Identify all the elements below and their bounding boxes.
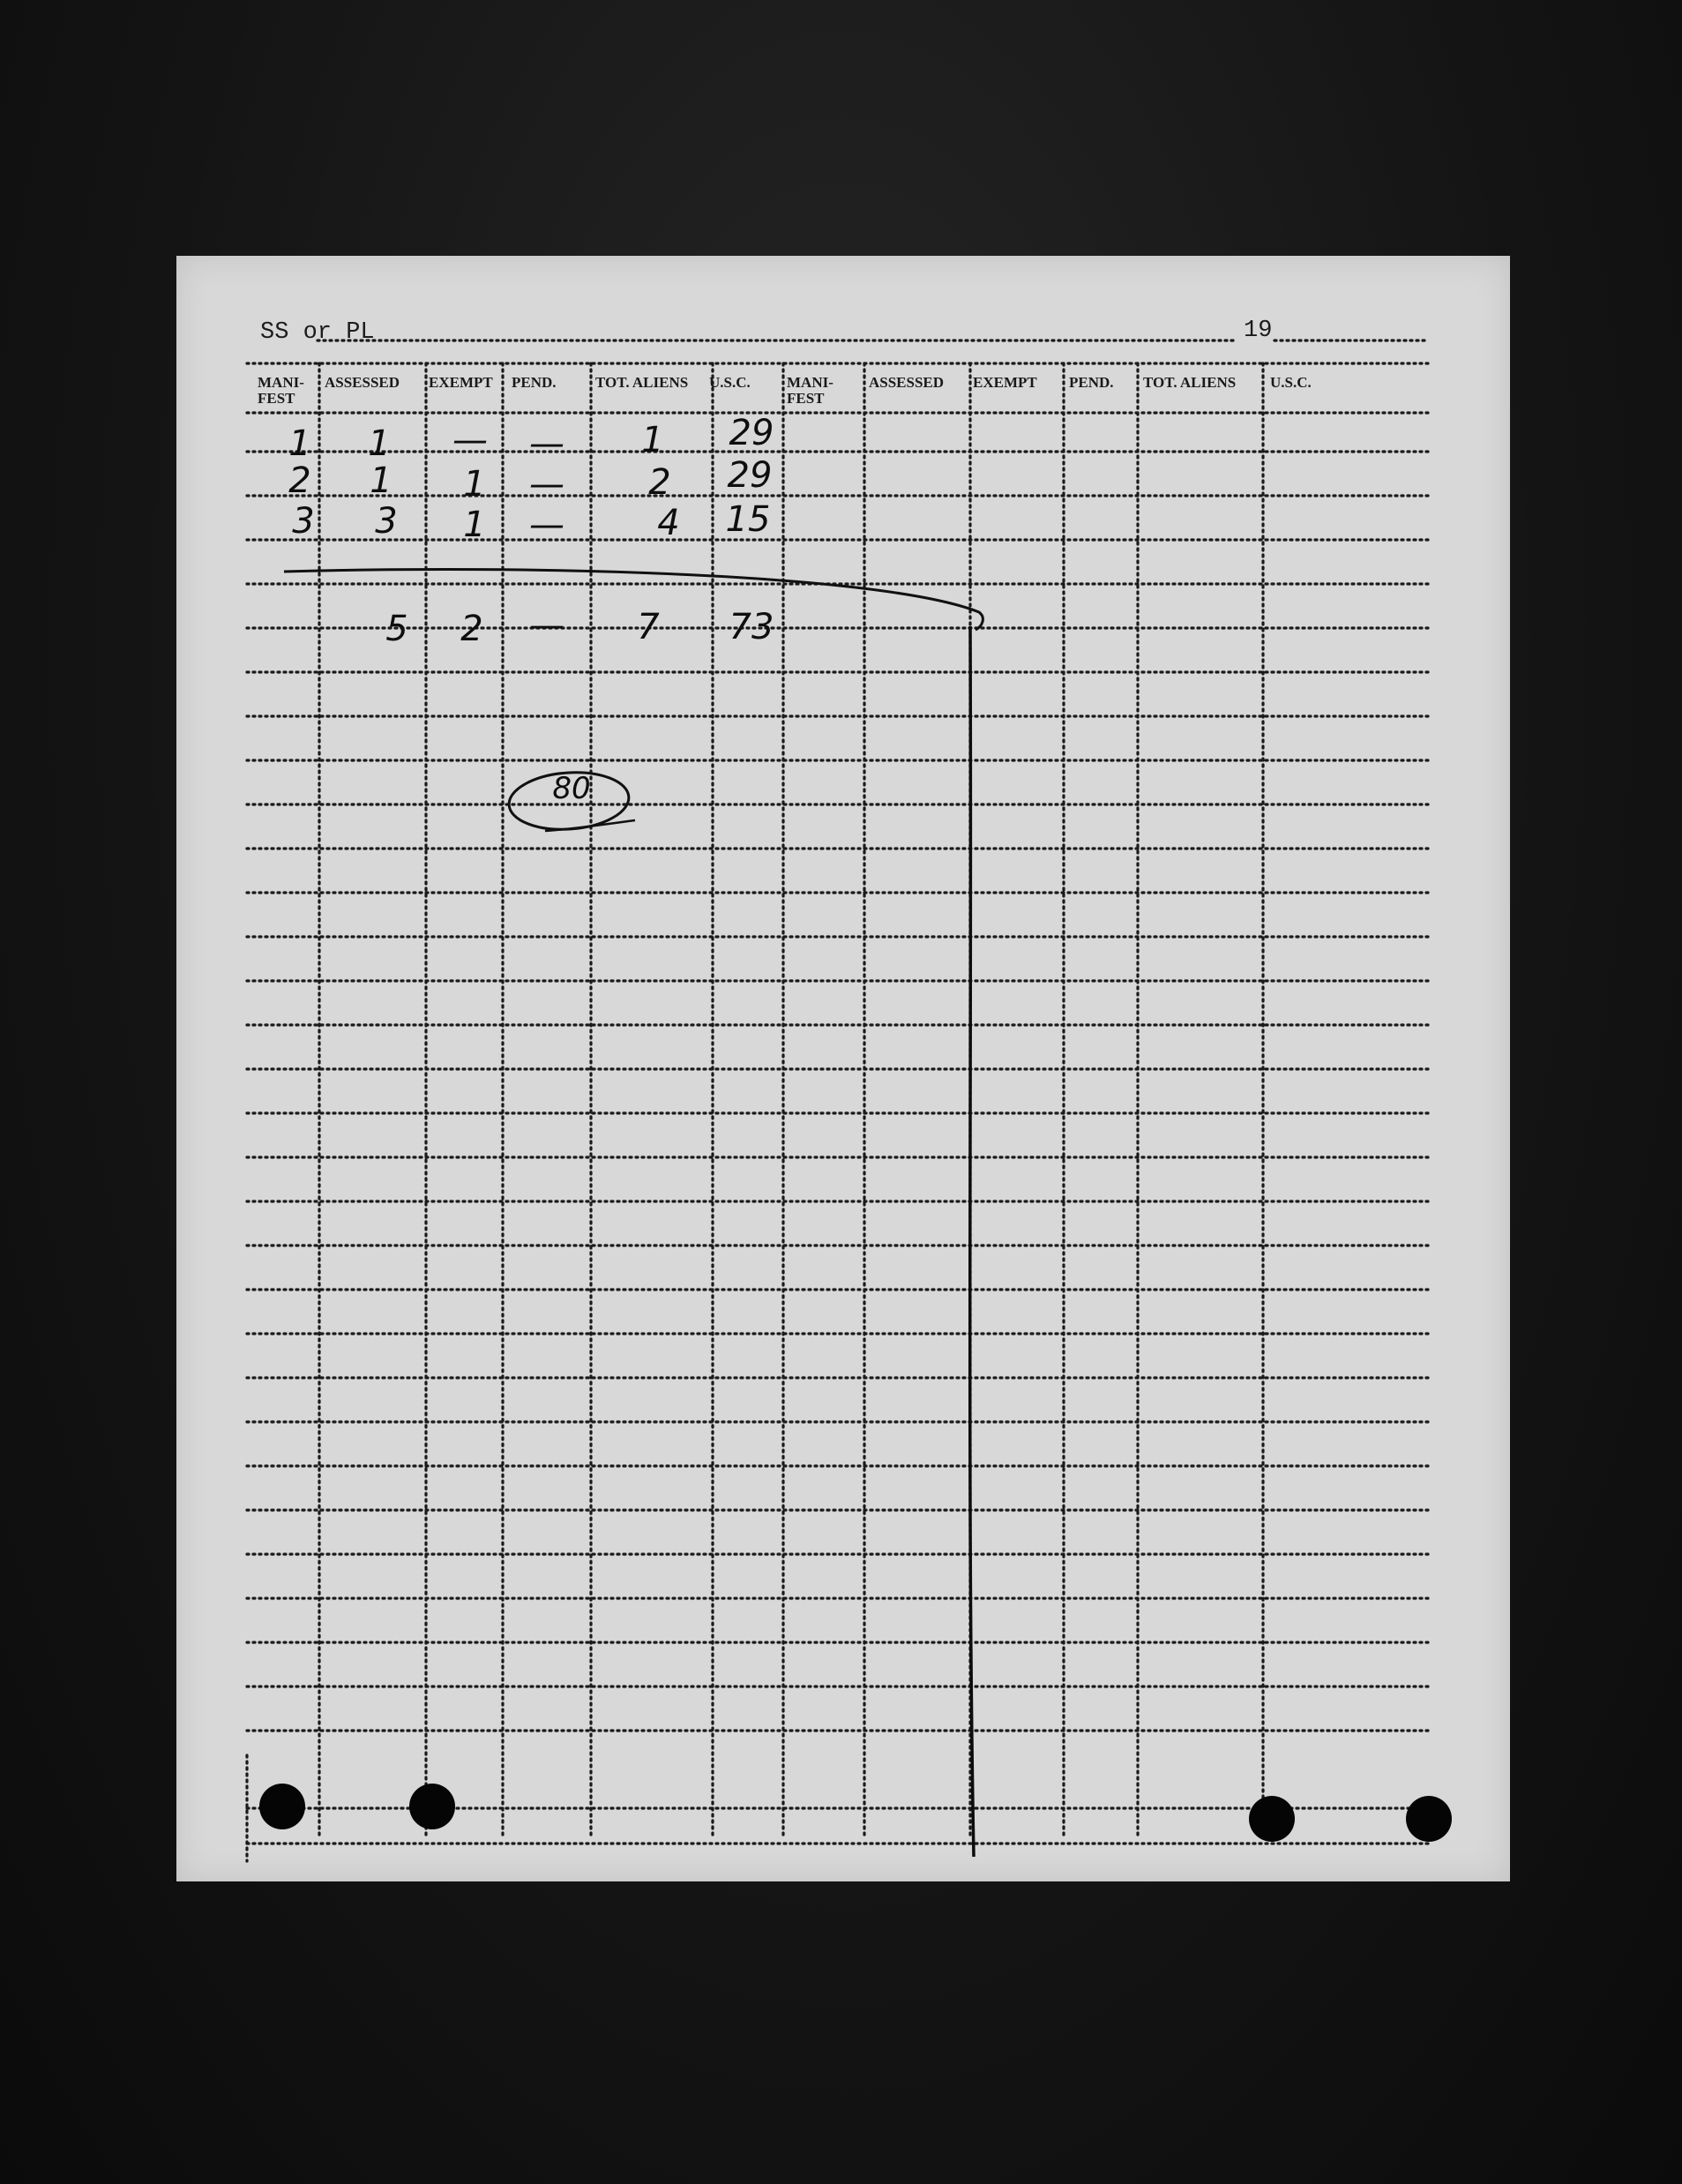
entry-1-usc: 29 [729,413,774,453]
entry-3-assessed: 3 [375,501,398,542]
col-header-manifest-right: MANI- FEST [787,374,834,407]
grand-total: 80 [552,771,591,806]
punch-hole [1249,1796,1295,1842]
col-header-exempt-right: EXEMPT [973,374,1037,391]
ship-label: SS or PL [260,319,375,346]
entry-1-assessed: 1 [368,423,391,464]
total-usc: 73 [729,607,774,647]
total-exempt: 2 [460,609,483,649]
total-assessed: 5 [385,609,408,649]
entry-2-pend: — [529,464,564,505]
col-header-pend-right: PEND. [1069,374,1114,391]
entry-2-tot-aliens: 2 [648,462,671,503]
col-header-assessed-left: ASSESSED [325,374,400,391]
entry-1-pend: — [529,423,564,464]
entry-2-assessed: 1 [370,460,392,501]
pen-divider-line [970,626,974,1857]
entry-3-manifest: 3 [292,501,315,542]
col-header-usc-left: U.S.C. [709,374,751,391]
col-header-tot-aliens-left: TOT. ALIENS [595,374,689,391]
col-header-tot-aliens-right: TOT. ALIENS [1143,374,1237,391]
total-pend: — [529,605,564,646]
entry-1-tot-aliens: 1 [641,420,664,460]
entry-1-manifest: 1 [288,423,311,464]
entry-3-exempt: 1 [463,505,486,545]
entry-2-exempt: 1 [463,464,486,505]
col-header-exempt-left: EXEMPT [429,374,493,391]
total-tot-aliens: 7 [637,607,660,647]
col-header-assessed-right: ASSESSED [869,374,945,391]
form-sheet [176,256,1510,1881]
col-header-pend-left: PEND. [512,374,557,391]
entry-3-tot-aliens: 4 [657,503,680,543]
punch-hole [1406,1796,1452,1842]
col-header-manifest-left: MANI- FEST [258,374,304,407]
entry-2-usc: 29 [727,455,773,496]
entry-2-manifest: 2 [288,460,311,501]
col-header-usc-right: U.S.C. [1270,374,1312,391]
entry-1-exempt: — [452,420,488,460]
entry-3-pend: — [529,505,564,545]
punch-hole [409,1784,455,1829]
year-label: 19 [1244,318,1273,344]
punch-hole [259,1784,305,1829]
entry-3-usc: 15 [725,499,771,540]
